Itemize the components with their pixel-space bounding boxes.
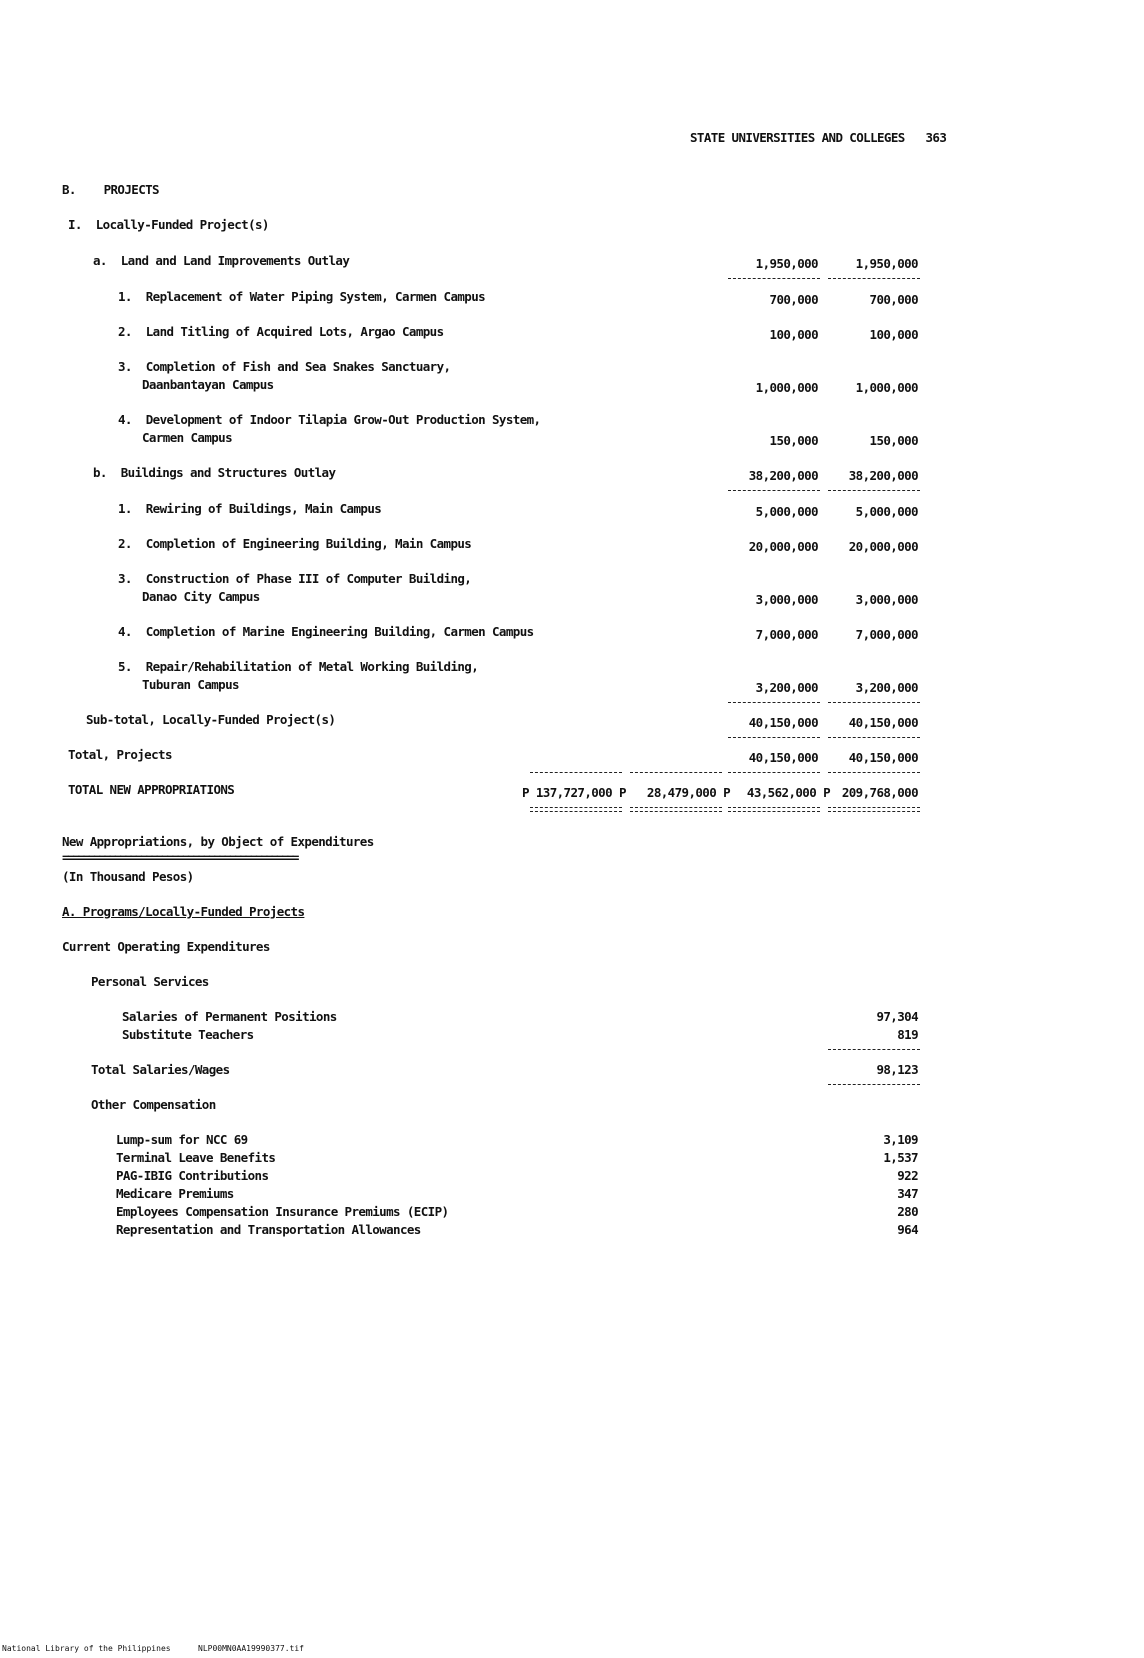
other-comp-label: Lump-sum for NCC 69 [116, 1132, 248, 1147]
item-number: 4. [118, 412, 132, 427]
land-item-4-line2: Carmen Campus [142, 430, 233, 445]
total-new-col-2: 28,479,000 P [646, 785, 730, 800]
other-comp-label: PAG-IBIG Contributions [116, 1168, 269, 1183]
buildings-item-4-amount-2: 7,000,000 [855, 627, 918, 642]
other-comp-amount: 347 [897, 1186, 918, 1201]
rule [828, 1084, 920, 1085]
salary-line-label: Substitute Teachers [122, 1027, 254, 1042]
item-number: 4. [118, 624, 132, 639]
rule [630, 772, 722, 773]
other-comp-amount: 280 [897, 1204, 918, 1219]
land-item-2-amount-1: 100,000 [769, 327, 818, 342]
buildings-item-5 [118, 659, 478, 674]
other-comp-label: Terminal Leave Benefits [116, 1150, 276, 1165]
other-comp-label: Medicare Premiums [116, 1186, 234, 1201]
double-rule [630, 807, 722, 812]
land-label: Land and Land Improvements Outlay [120, 253, 350, 268]
buildings-item-4 [118, 624, 534, 639]
subtotal-amount-1: 40,150,000 [748, 715, 818, 730]
buildings-item-3 [118, 571, 471, 586]
item-label: Completion of Engineering Building, Main Campus [145, 536, 472, 551]
projects-marker: B. [62, 182, 76, 197]
rule [728, 278, 820, 279]
buildings-outlay-row [93, 465, 335, 480]
buildings-label: Buildings and Structures Outlay [120, 465, 336, 480]
rule [828, 278, 920, 279]
salary-line-label: Salaries of Permanent Positions [122, 1009, 337, 1024]
item-number: 2. [118, 324, 132, 339]
land-item-1-amount-1: 700,000 [769, 292, 818, 307]
locally-funded-label: Locally-Funded Project(s) [95, 217, 269, 232]
total-salaries-amount: 98,123 [876, 1062, 918, 1077]
land-item-3-line2: Daanbantayan Campus [142, 377, 274, 392]
item-label: Replacement of Water Piping System, Carmen Campus [145, 289, 486, 304]
total-salaries-label: Total Salaries/Wages [91, 1062, 230, 1077]
subtotal-label: Sub-total, Locally-Funded Project(s) [86, 712, 336, 727]
double-rule [728, 807, 820, 812]
item-number: 3. [118, 571, 132, 586]
rule [728, 702, 820, 703]
total-projects-amount-1: 40,150,000 [748, 750, 818, 765]
buildings-item-1-amount-2: 5,000,000 [855, 504, 918, 519]
item-number: 1. [118, 501, 132, 516]
buildings-item-3-amount-1: 3,000,000 [755, 592, 818, 607]
rule [828, 702, 920, 703]
other-comp-label: Employees Compensation Insurance Premiums (ECIP) [116, 1204, 449, 1219]
other-comp-amount: 964 [897, 1222, 918, 1237]
rule [828, 737, 920, 738]
projects-title: PROJECTS [103, 182, 159, 197]
land-item-1 [118, 289, 485, 304]
land-item-3-amount-2: 1,000,000 [855, 380, 918, 395]
land-marker: a. [93, 253, 107, 268]
unit-label: (In Thousand Pesos) [62, 869, 194, 884]
rule [530, 772, 622, 773]
subtotal-amount-2: 40,150,000 [848, 715, 918, 730]
item-label: Completion of Marine Engineering Building, Carmen Campus [145, 624, 534, 639]
object-expenditures-title: New Appropriations, by Object of Expenditures [62, 834, 374, 849]
land-item-4 [118, 412, 540, 427]
buildings-item-1-amount-1: 5,000,000 [755, 504, 818, 519]
salary-line-amount: 97,304 [876, 1009, 918, 1024]
rule [728, 772, 820, 773]
rule [828, 1049, 920, 1050]
land-amount-1: 1,950,000 [755, 256, 818, 271]
header-title: STATE UNIVERSITIES AND COLLEGES [690, 130, 905, 145]
buildings-item-2-amount-1: 20,000,000 [748, 539, 818, 554]
land-amount-2: 1,950,000 [855, 256, 918, 271]
rule [828, 490, 920, 491]
land-item-3-amount-1: 1,000,000 [755, 380, 818, 395]
buildings-item-2 [118, 536, 471, 551]
buildings-item-5-amount-2: 3,200,000 [855, 680, 918, 695]
item-label: Repair/Rehabilitation of Metal Working Building, [145, 659, 479, 674]
item-label: Construction of Phase III of Computer Building, [145, 571, 472, 586]
total-projects-amount-2: 40,150,000 [848, 750, 918, 765]
locally-funded-marker: I. [68, 217, 82, 232]
buildings-item-2-amount-2: 20,000,000 [848, 539, 918, 554]
total-projects-label: Total, Projects [68, 747, 172, 762]
item-label: Rewiring of Buildings, Main Campus [145, 501, 382, 516]
rule [828, 772, 920, 773]
buildings-item-4-amount-1: 7,000,000 [755, 627, 818, 642]
land-item-2-amount-2: 100,000 [869, 327, 918, 342]
coe-heading: Current Operating Expenditures [62, 939, 270, 954]
section-heading: A. Programs/Locally-Funded Projects [62, 904, 305, 919]
locally-funded-heading [68, 217, 269, 232]
salary-line-amount: 819 [897, 1027, 918, 1042]
ps-heading: Personal Services [91, 974, 209, 989]
total-new-col-4: 209,768,000 [841, 785, 918, 800]
other-comp-amount: 1,537 [883, 1150, 918, 1165]
land-item-4-amount-2: 150,000 [869, 433, 918, 448]
total-new-col-3: 43,562,000 P [746, 785, 830, 800]
double-rule [828, 807, 920, 812]
other-comp-amount: 3,109 [883, 1132, 918, 1147]
footer-file: NLP00MN0AA19990377.tif [198, 1644, 304, 1653]
footer-library: National Library of the Philippines [2, 1644, 171, 1653]
running-header [690, 130, 946, 145]
rule [728, 737, 820, 738]
rule [728, 490, 820, 491]
item-number: 3. [118, 359, 132, 374]
land-item-4-amount-1: 150,000 [769, 433, 818, 448]
buildings-item-5-line2: Tuburan Campus [142, 677, 239, 692]
buildings-item-5-amount-1: 3,200,000 [755, 680, 818, 695]
buildings-amount-1: 38,200,000 [748, 468, 818, 483]
buildings-marker: b. [93, 465, 107, 480]
buildings-item-3-line2: Danao City Campus [142, 589, 260, 604]
double-rule [530, 807, 622, 812]
land-outlay-row [93, 253, 349, 268]
total-new-appropriations-label: TOTAL NEW APPROPRIATIONS [68, 782, 235, 797]
buildings-item-3-amount-2: 3,000,000 [855, 592, 918, 607]
land-item-1-amount-2: 700,000 [869, 292, 918, 307]
land-item-3 [118, 359, 450, 374]
total-new-col-1: P 137,727,000 P [522, 785, 626, 800]
page-number: 363 [925, 130, 947, 145]
other-comp-heading: Other Compensation [91, 1097, 216, 1112]
item-number: 2. [118, 536, 132, 551]
item-number: 1. [118, 289, 132, 304]
other-comp-label: Representation and Transportation Allowances [116, 1222, 421, 1237]
land-item-2 [118, 324, 444, 339]
title-rule: ============================================= [62, 850, 298, 865]
buildings-item-1 [118, 501, 381, 516]
item-label: Development of Indoor Tilapia Grow-Out Production System, [145, 412, 541, 427]
projects-heading [62, 182, 159, 197]
buildings-amount-2: 38,200,000 [848, 468, 918, 483]
item-number: 5. [118, 659, 132, 674]
item-label: Completion of Fish and Sea Snakes Sanctuary, [145, 359, 451, 374]
item-label: Land Titling of Acquired Lots, Argao Campus [145, 324, 444, 339]
other-comp-amount: 922 [897, 1168, 918, 1183]
